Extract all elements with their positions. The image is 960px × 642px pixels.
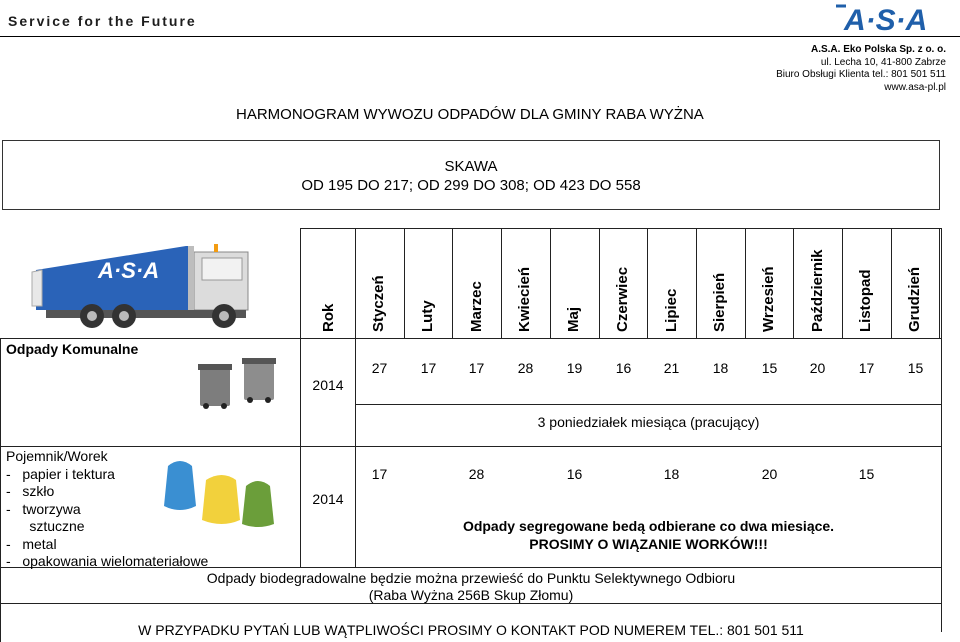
month-header: Kwiecień — [516, 266, 533, 332]
row-divider — [0, 603, 942, 604]
col-divider — [355, 228, 356, 567]
garbage-truck-illustration — [28, 244, 250, 335]
segregated-item: - papier i tektura — [6, 465, 115, 482]
month-header: Grudzień — [906, 266, 923, 332]
month-col-divider — [501, 228, 502, 338]
segregated-day: 17 — [371, 466, 388, 482]
month-col-divider — [842, 228, 843, 338]
truck-logo-text: A·S·A — [98, 258, 160, 283]
segregated-day: 16 — [566, 466, 583, 482]
company-name: A.S.A. Eko Polska Sp. z o. o. — [810, 44, 946, 55]
tagline: Service for the Future — [8, 13, 197, 29]
month-col-divider — [647, 228, 648, 338]
municipal-day: 16 — [615, 360, 632, 376]
month-header: Lipiec — [663, 288, 680, 332]
municipal-day: 17 — [420, 360, 437, 376]
month-header: Wrzesień — [760, 266, 777, 332]
month-header: Październik — [809, 249, 826, 332]
month-header: Sierpień — [711, 272, 728, 332]
bio-note-line2: (Raba Wyżna 256B Skup Złomu) — [368, 587, 574, 603]
municipal-day: 21 — [663, 360, 680, 376]
company-phone: Biuro Obsługi Klienta tel.: 801 501 511 — [776, 69, 946, 80]
month-header: Marzec — [468, 281, 485, 332]
year-header: Rok — [320, 303, 337, 332]
row-divider — [0, 446, 942, 447]
segregated-year: 2014 — [312, 491, 344, 507]
segregated-label: Pojemnik/Worek — [6, 448, 108, 464]
municipal-day: 27 — [371, 360, 388, 376]
segregated-item: - metal — [6, 535, 57, 552]
waste-bins-icon — [196, 358, 282, 415]
municipal-day: 17 — [858, 360, 875, 376]
municipal-label: Odpady Komunalne — [6, 341, 139, 357]
month-col-divider — [404, 228, 405, 338]
month-col-divider — [599, 228, 600, 338]
month-header: Listopad — [857, 269, 874, 332]
segregated-item: sztuczne — [29, 518, 85, 534]
municipal-day: 15 — [907, 360, 924, 376]
segregated-item: - opakowania wielomateriałowe — [6, 553, 209, 569]
month-col-divider — [939, 228, 940, 338]
contact-footer: W PRZYPADKU PYTAŃ LUB WĄTPLIWOŚCI PROSIMY O KONTAKT POD NUMEREM TEL.: 801 501 511 — [138, 622, 804, 638]
company-address: ul. Lecha 10, 41-800 Zabrze — [820, 56, 946, 68]
col-divider — [300, 228, 301, 567]
location-name: SKAWA — [444, 158, 498, 175]
segregated-day: 15 — [858, 466, 875, 482]
month-header: Luty — [419, 300, 436, 332]
company-info — [776, 44, 946, 94]
month-header: Styczeń — [370, 275, 387, 332]
municipal-note: 3 poniedziałek miesiąca (pracujący) — [537, 414, 760, 430]
month-col-divider — [550, 228, 551, 338]
bio-note-line1: Odpady biodegradowalne będzie można przewieść do Punktu Selektywnego Odbioru — [206, 570, 736, 586]
segregated-note-1: Odpady segregowane bedą odbierane co dwa miesiące. — [462, 518, 835, 534]
segregated-day: 18 — [663, 466, 680, 482]
month-col-divider — [745, 228, 746, 338]
company-website: www.asa-pl.pl — [884, 81, 946, 93]
header-divider — [0, 36, 960, 37]
month-col-divider — [696, 228, 697, 338]
svg-text:A·S·A: A·S·A — [844, 4, 928, 36]
municipal-year: 2014 — [312, 377, 344, 393]
month-header: Czerwiec — [614, 266, 631, 332]
municipal-day: 17 — [468, 360, 485, 376]
municipal-day: 19 — [566, 360, 583, 376]
segregated-item: - tworzywa — [6, 500, 81, 517]
month-header: Maj — [565, 306, 582, 332]
municipal-day: 18 — [712, 360, 729, 376]
location-ranges: OD 195 DO 217; OD 299 DO 308; OD 423 DO 558 — [301, 177, 641, 194]
location-box — [2, 140, 940, 210]
segregated-day: 28 — [468, 466, 485, 482]
municipal-day: 28 — [517, 360, 534, 376]
page-title: HARMONOGRAM WYWOZU ODPADÓW DLA GMINY RABA WYŻNA — [236, 106, 704, 123]
municipal-day: 15 — [761, 360, 778, 376]
segregated-item: - szkło — [6, 483, 55, 499]
row-divider — [0, 338, 942, 339]
recycling-bags-icon — [162, 456, 282, 533]
municipal-day: 20 — [809, 360, 826, 376]
month-col-divider — [793, 228, 794, 338]
segregated-note-2: PROSIMY O WIĄZANIE WORKÓW!!! — [529, 536, 768, 552]
note-divider — [355, 404, 942, 405]
asa-logo — [836, 2, 954, 41]
segregated-day: 20 — [761, 466, 778, 482]
month-col-divider — [891, 228, 892, 338]
month-col-divider — [452, 228, 453, 338]
